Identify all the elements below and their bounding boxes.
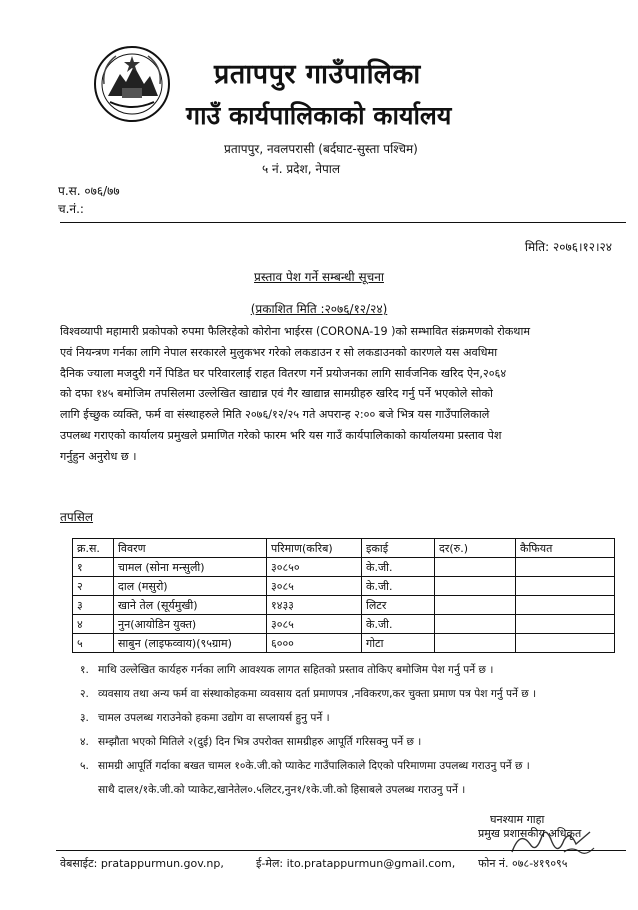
- cell-quantity: ३०८५: [267, 615, 362, 634]
- cell-remarks: [516, 558, 615, 577]
- table-row: [73, 596, 615, 615]
- table-row: [73, 577, 615, 596]
- body-line: दैनिक ज्याला मजदुरी गर्ने पिडित घर परिवारलाई राहत वितरण गर्ने प्रयोजनका लागि सार्वजनिक खरिद ऐन,२०६४: [60, 366, 507, 380]
- cell-description: दाल (मसुरो): [114, 577, 267, 596]
- cell-quantity: १४३३: [267, 596, 362, 615]
- cell-rate: [435, 615, 516, 634]
- table-row: [73, 615, 615, 634]
- body-line: एवं नियन्त्रण गर्नका लागि नेपाल सरकारले मुलुकभर गरेको लकडाउन र सो लकडाउनको कारणले यस अवधिमा: [60, 345, 498, 359]
- notice-date: मिति: २०७६।१२।२४: [524, 240, 612, 254]
- condition-text: व्यवसाय तथा अन्य फर्म वा संस्थाकोहकमा व्यवसाय दर्ता प्रमाणपत्र ,नविकरण,कर चुक्ता प्रमाण पत्र पेश गर्नु पर्ने छ ।: [98, 688, 537, 700]
- condition-text: सम्झौता भएको मितिले २(दुई) दिन भित्र उपरोक्त सामग्रीहरु आपूर्ति गरिसक्नु पर्ने छ ।: [98, 736, 422, 748]
- cell-unit: गोटा: [362, 634, 435, 653]
- signatory-title: प्रमुख प्रशासकीय अधिकृत: [478, 827, 582, 840]
- cell-quantity: ३०८५: [267, 577, 362, 596]
- cell-remarks: [516, 615, 615, 634]
- cell-description: साबुन (लाइफव्वाय)(९५ग्राम): [114, 634, 267, 653]
- address-line-2: ५ नं. प्रदेश, नेपाल: [262, 162, 341, 176]
- body-line: लागि ईच्छुक व्यक्ति, फर्म वा संस्थाहरुले मिति २०७६/१२/२५ गते अपरान्ह २:०० बजे भित्र यस गाउँपालिकाले: [60, 408, 490, 422]
- notice-body: [60, 322, 626, 468]
- cell-remarks: [516, 577, 615, 596]
- condition-5-continuation: साथै दाल१/१के.जी.को प्याकेट,खानेतेल०.५लिटर,नुन१/१के.जी.को हिसाबले उपलब्ध गराउनु पर्ने ।: [98, 784, 466, 796]
- cell-quantity: ६०००: [267, 634, 362, 653]
- cell-description: नुन(आयोडिन युक्त): [114, 615, 267, 634]
- condition-text: माथि उल्लेखित कार्यहरु गर्नका लागि आवश्यक लागत सहितको प्रस्ताव तोकिए बमोजिम पेश गर्नु पर्ने छ ।: [98, 664, 494, 676]
- tapasil-heading: तपसिल: [60, 510, 94, 524]
- col-header-quantity: परिमाण(करिब): [267, 539, 362, 558]
- office-subtitle: गाउँ कार्यपालिकाको कार्यालय: [186, 101, 452, 130]
- condition-item: [80, 687, 620, 711]
- cell-rate: [435, 634, 516, 653]
- footer-divider: [56, 850, 626, 851]
- condition-item: [80, 735, 620, 759]
- signatory-name: घनश्याम गाहा: [490, 813, 545, 826]
- col-header-description: विवरण: [114, 539, 267, 558]
- body-line: विश्वव्यापी महामारी प्रकोपको रुपमा फैलिरहेको कोरोना भाईरस (CORONA-19 )को सम्भावित संक्रमणको रोकथाम: [60, 325, 531, 338]
- table-row: [73, 634, 615, 653]
- nepal-emblem-logo-icon: [92, 44, 172, 124]
- cell-unit: के.जी.: [362, 558, 435, 577]
- condition-number: ३.: [80, 712, 89, 724]
- cell-description: चामल (सोना मन्सुली): [114, 558, 267, 577]
- cell-description: खाने तेल (सूर्यमुखी): [114, 596, 267, 615]
- cell-sn: ३: [73, 596, 114, 615]
- body-line: को दफा १४५ बमोजिम तपसिलमा उल्लेखित खाद्यान्न एवं गैर खाद्यान्न सामग्रीहरु खरिद गर्नु पर्ने भएकोले सोको: [60, 387, 493, 401]
- col-header-rate: दर(रु.): [435, 539, 516, 558]
- address-line-1: प्रतापपुर, नवलपरासी (बर्दघाट-सुस्ता पश्चिम): [224, 142, 418, 156]
- cell-rate: [435, 577, 516, 596]
- table-row: [73, 558, 615, 577]
- footer-website: वेबसाईट: pratappurmun.gov.np,: [60, 857, 224, 870]
- reference-chn: च.नं.:: [58, 202, 84, 216]
- cell-sn: २: [73, 577, 114, 596]
- footer-phone: फोन नं. ०७८-४१९०९५: [478, 857, 568, 870]
- cell-rate: [435, 596, 516, 615]
- col-header-sn: क्र.स.: [73, 539, 114, 558]
- cell-sn: ४: [73, 615, 114, 634]
- footer-email: ई-मेल: ito.pratappurmun@gmail.com,: [256, 857, 456, 870]
- cell-unit: लिटर: [362, 596, 435, 615]
- published-date: (प्रकाशित मिति :२०७६/१२/२४): [250, 302, 388, 316]
- condition-text: चामल उपलब्ध गराउनेको हकमा उद्योग वा सप्लायर्स हुनु पर्ने ।: [98, 712, 330, 724]
- condition-number: ५.: [80, 760, 89, 772]
- header-divider: [60, 222, 626, 223]
- reference-ps: प.स. ०७६/७७: [58, 184, 120, 198]
- cell-remarks: [516, 596, 615, 615]
- cell-sn: ५: [73, 634, 114, 653]
- body-line: उपलब्ध गराएको कार्यालय प्रमुखले प्रमाणित गरेको फारम भरि यस गाउँ कार्यपालिकाको कार्यालयमा प्रस्ताव पेश: [60, 428, 502, 442]
- condition-item: [80, 711, 620, 735]
- cell-unit: के.जी.: [362, 615, 435, 634]
- cell-quantity: ३०८५०: [267, 558, 362, 577]
- col-header-remarks: कैफियत: [516, 539, 615, 558]
- condition-number: ४.: [80, 736, 89, 748]
- cell-remarks: [516, 634, 615, 653]
- body-line: गर्नुहुन अनुरोध छ ।: [60, 449, 137, 463]
- col-header-unit: इकाई: [362, 539, 435, 558]
- items-table: [72, 538, 615, 653]
- condition-number: २.: [80, 688, 89, 700]
- condition-number: १.: [80, 664, 89, 676]
- cell-rate: [435, 558, 516, 577]
- condition-item: [80, 663, 620, 687]
- notice-subject: प्रस्ताव पेश गर्ने सम्बन्धी सूचना: [254, 270, 384, 284]
- condition-text: सामग्री आपूर्ति गर्दाका बखत चामल १०के.जी.को प्याकेट गाउँपालिकाले दिएको परिमाणमा उपलब्ध गराउनु पर्ने छ ।: [98, 760, 530, 772]
- table-header-row: [73, 539, 615, 558]
- office-title: प्रतापपुर गाउँपालिका: [214, 59, 421, 90]
- cell-unit: के.जी.: [362, 577, 435, 596]
- cell-sn: १: [73, 558, 114, 577]
- condition-item: [80, 759, 620, 783]
- conditions-list: [80, 663, 620, 807]
